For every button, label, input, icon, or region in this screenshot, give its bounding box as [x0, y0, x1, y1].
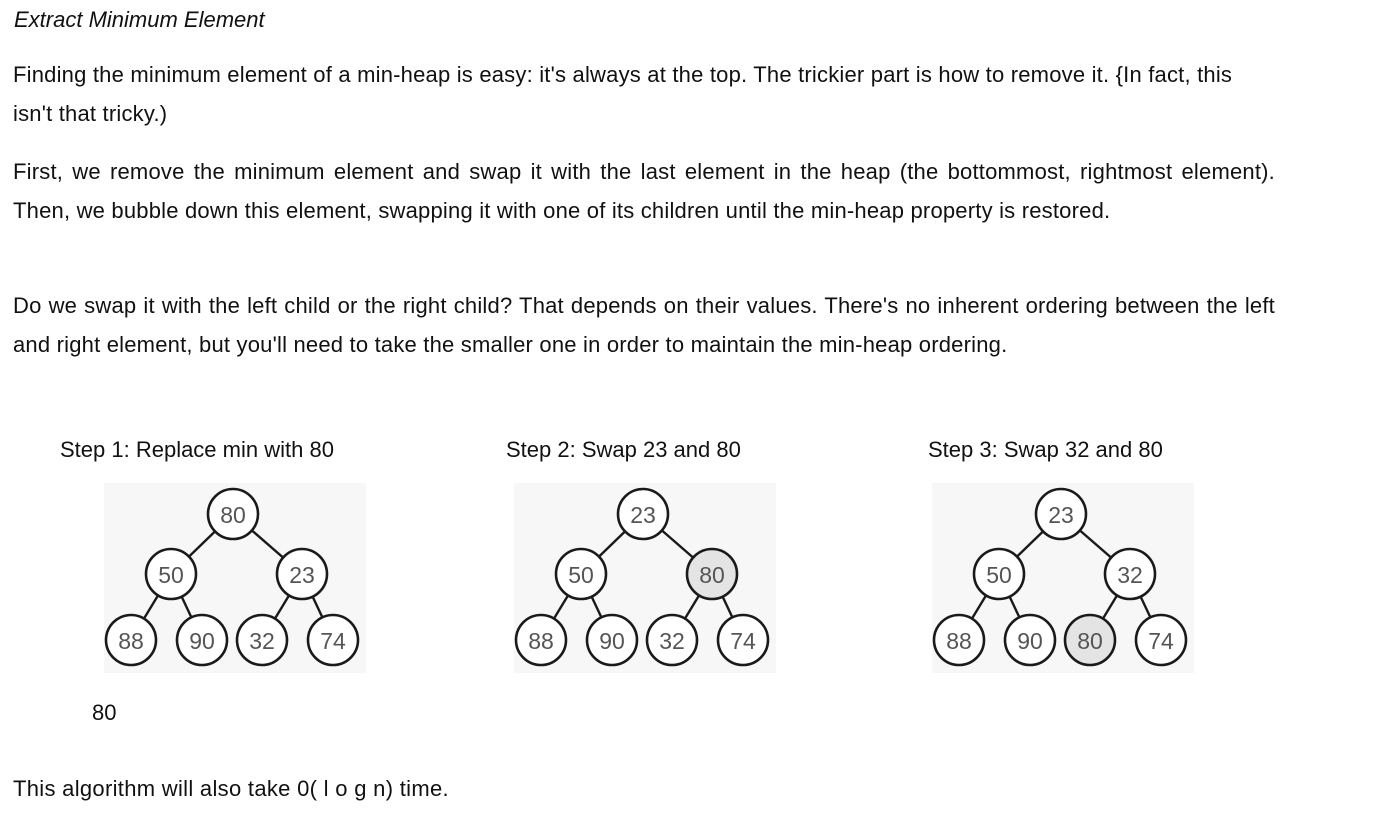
heap-tree-svg — [104, 483, 366, 673]
paragraph-intro: Finding the minimum element of a min-heap is easy: it's always at the top. The trickier part is how to remove it. {In fact, this isn't that tricky.) — [13, 62, 1233, 126]
heap-node-value: 80 — [699, 562, 725, 588]
heap-node — [587, 615, 637, 665]
heap-node-value: 32 — [659, 628, 685, 654]
heap-node-value: 23 — [289, 562, 315, 588]
heap-node — [308, 615, 358, 665]
heap-node — [177, 615, 227, 665]
heap-node-value: 88 — [118, 628, 144, 654]
heap-node — [1136, 615, 1186, 665]
heap-diagram-step-1 — [104, 483, 366, 673]
heap-node — [146, 549, 196, 599]
heap-node — [1005, 615, 1055, 665]
heap-node — [1105, 549, 1155, 599]
heap-node — [934, 615, 984, 665]
heap-node — [277, 549, 327, 599]
heap-node — [208, 489, 258, 539]
heap-node — [718, 615, 768, 665]
heap-node — [1065, 615, 1115, 665]
heap-tree-svg — [514, 483, 776, 673]
heap-node — [687, 549, 737, 599]
heap-node-value: 74 — [320, 628, 346, 654]
heap-node-value: 80 — [1077, 628, 1103, 654]
stray-value-label: 80 — [92, 700, 117, 725]
paragraph-remove-and-bubble: First, we remove the minimum element and swap it with the last element in the heap (the bottommost, rightmost element). Then, we bubble down this element, swapping it with one of its children until the min-heap property is restored. — [13, 159, 1275, 223]
heap-node-value: 50 — [158, 562, 184, 588]
step-2-title: Step 2: Swap 23 and 80 — [506, 437, 741, 462]
section-heading: Extract Minimum Element — [14, 7, 265, 32]
heap-node-value: 23 — [630, 502, 656, 528]
heap-node-value: 80 — [220, 502, 246, 528]
heap-node — [556, 549, 606, 599]
heap-node-value: 90 — [189, 628, 215, 654]
heap-node-value: 74 — [730, 628, 756, 654]
heap-node — [106, 615, 156, 665]
heap-tree-svg — [932, 483, 1194, 673]
paragraph-which-child: Do we swap it with the left child or the right child? That depends on their values. There's no inherent ordering between the left and right element, but you'll need to take the smaller one in order to maintain the min-heap ordering. — [13, 293, 1275, 357]
heap-node-value: 90 — [599, 628, 625, 654]
heap-node-value: 50 — [568, 562, 594, 588]
heap-node — [516, 615, 566, 665]
heap-node-value: 32 — [1117, 562, 1143, 588]
heap-node — [618, 489, 668, 539]
heap-node — [974, 549, 1024, 599]
heap-node-value: 23 — [1048, 502, 1074, 528]
heap-node — [647, 615, 697, 665]
conclusion-text: This algorithm will also take 0( l o g n) time. — [13, 776, 449, 801]
heap-node — [1036, 489, 1086, 539]
heap-node-value: 50 — [986, 562, 1012, 588]
heap-node-value: 88 — [528, 628, 554, 654]
heap-node-value: 90 — [1017, 628, 1043, 654]
heap-node — [237, 615, 287, 665]
heap-diagram-step-2 — [514, 483, 776, 673]
step-3-title: Step 3: Swap 32 and 80 — [928, 437, 1163, 462]
heap-diagram-step-3 — [932, 483, 1194, 673]
heap-node-value: 32 — [249, 628, 275, 654]
step-1-title: Step 1: Replace min with 80 — [60, 437, 334, 462]
heap-node-value: 74 — [1148, 628, 1174, 654]
heap-node-value: 88 — [946, 628, 972, 654]
